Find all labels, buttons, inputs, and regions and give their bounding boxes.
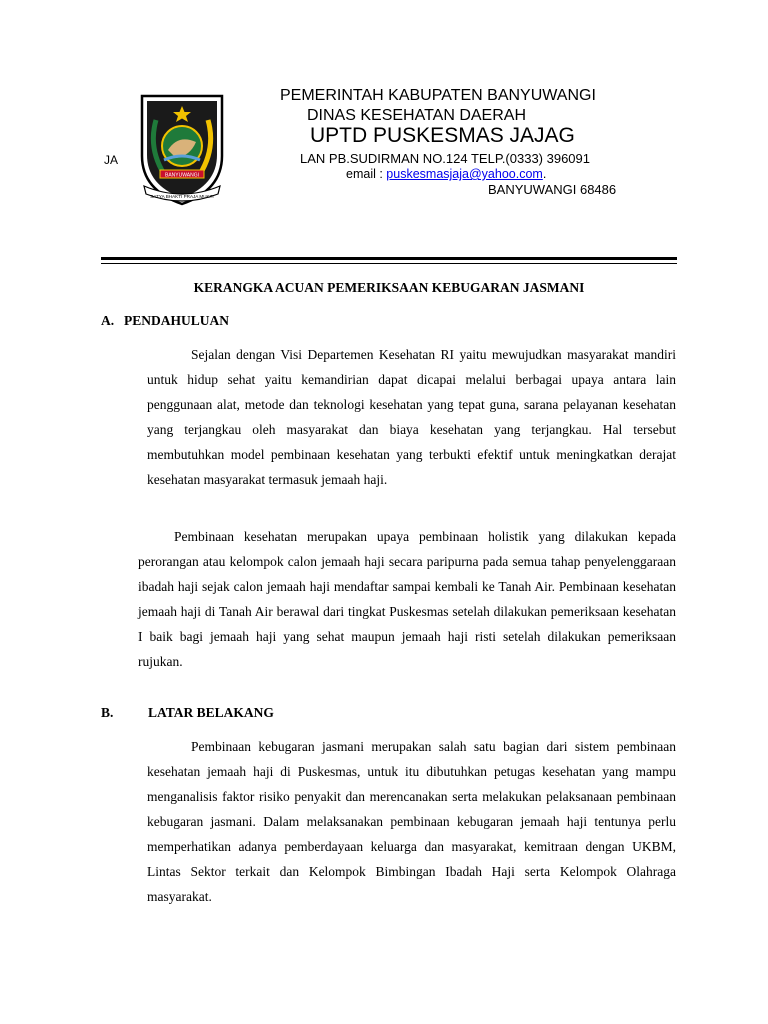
letterhead-institution: UPTD PUSKESMAS JAJAG	[310, 124, 575, 147]
section-b-letter: B.	[101, 705, 114, 720]
letterhead-divider-thin	[101, 263, 677, 264]
letterhead-department: DINAS KESEHATAN DAERAH	[307, 107, 527, 124]
section-a-letter: A.	[101, 313, 115, 328]
letterhead-city: BANYUWANGI 68486	[488, 182, 617, 197]
email-link[interactable]: puskesmasjaja@yahoo.com	[386, 167, 543, 181]
email-label: email :	[346, 167, 387, 181]
letterhead-email-line	[346, 167, 546, 181]
svg-text:SATYA BHAKTI PRAJA MUKTI: SATYA BHAKTI PRAJA MUKTI	[150, 194, 214, 199]
section-b-heading: LATAR BELAKANG	[148, 705, 274, 720]
letterhead-left-fragment: JA	[104, 153, 119, 167]
letterhead-government: PEMERINTAH KABUPATEN BANYUWANGI	[280, 87, 596, 104]
svg-text:BANYUWANGI: BANYUWANGI	[165, 172, 199, 179]
letterhead-address: LAN PB.SUDIRMAN NO.124 TELP.(0333) 396091	[300, 151, 590, 166]
section-a-paragraph-1: Sejalan dengan Visi Departemen Kesehatan RI yaitu mewujudkan masyarakat mandiri untuk hidup sehat yaitu kemandirian dapat dicapai melalui berbagai upaya antara lain penggunaan alat, metode dan teknologi kesehatan yang tepat guna, sarana pelayanan kesehatan yang terjangkau oleh masyarakat dan biaya kesehatan yang terjangkau. Hal tersebut membutuhkan model pembinaan kesehatan yang terbukti efektif untuk meningkatkan derajat kesehatan masyarakat termasuk jemaah haji.	[147, 347, 676, 487]
letterhead-divider-thick	[101, 257, 677, 260]
document-title: KERANGKA ACUAN PEMERIKSAAN KEBUGARAN JASMANI	[193, 280, 585, 295]
regency-emblem-icon	[134, 90, 230, 208]
section-b-paragraph-1: Pembinaan kebugaran jasmani merupakan salah satu bagian dari sistem pembinaan kesehatan jemaah haji di Puskesmas, untuk itu dibutuhkan petugas kesehatan yang mampu menganalisis faktor risiko penyakit dan merencanakan serta melakukan pelaksanaan pembinaan kebugaran jasmani. Dalam melaksanakan pembinaan kebugaran jemaah haji tentunya perlu memperhatikan adanya pemberdayaan keluarga dan masyarakat, kemitraan dengan UKBM, Lintas Sektor terkait dan Kelompok Bimbingan Ibadah Haji serta Kelompok Olahraga masyarakat.	[147, 739, 676, 904]
section-a-heading: PENDAHULUAN	[124, 313, 230, 328]
section-a-paragraph-2: Pembinaan kesehatan merupakan upaya pembinaan holistik yang dilakukan kepada perorangan atau kelompok calon jemaah haji secara paripurna pada semua tahap penyelenggaraan ibadah haji sejak calon jemaah haji mendaftar sampai kembali ke Tanah Air. Pembinaan kesehatan jemaah haji di Tanah Air berawal dari tingkat Puskesmas setelah dilakukan pemeriksaan kesehatan I baik bagi jemaah haji yang sehat maupun jemaah haji risti setelah dilakukan pemeriksaan rujukan.	[138, 529, 676, 669]
email-suffix: .	[542, 167, 547, 181]
